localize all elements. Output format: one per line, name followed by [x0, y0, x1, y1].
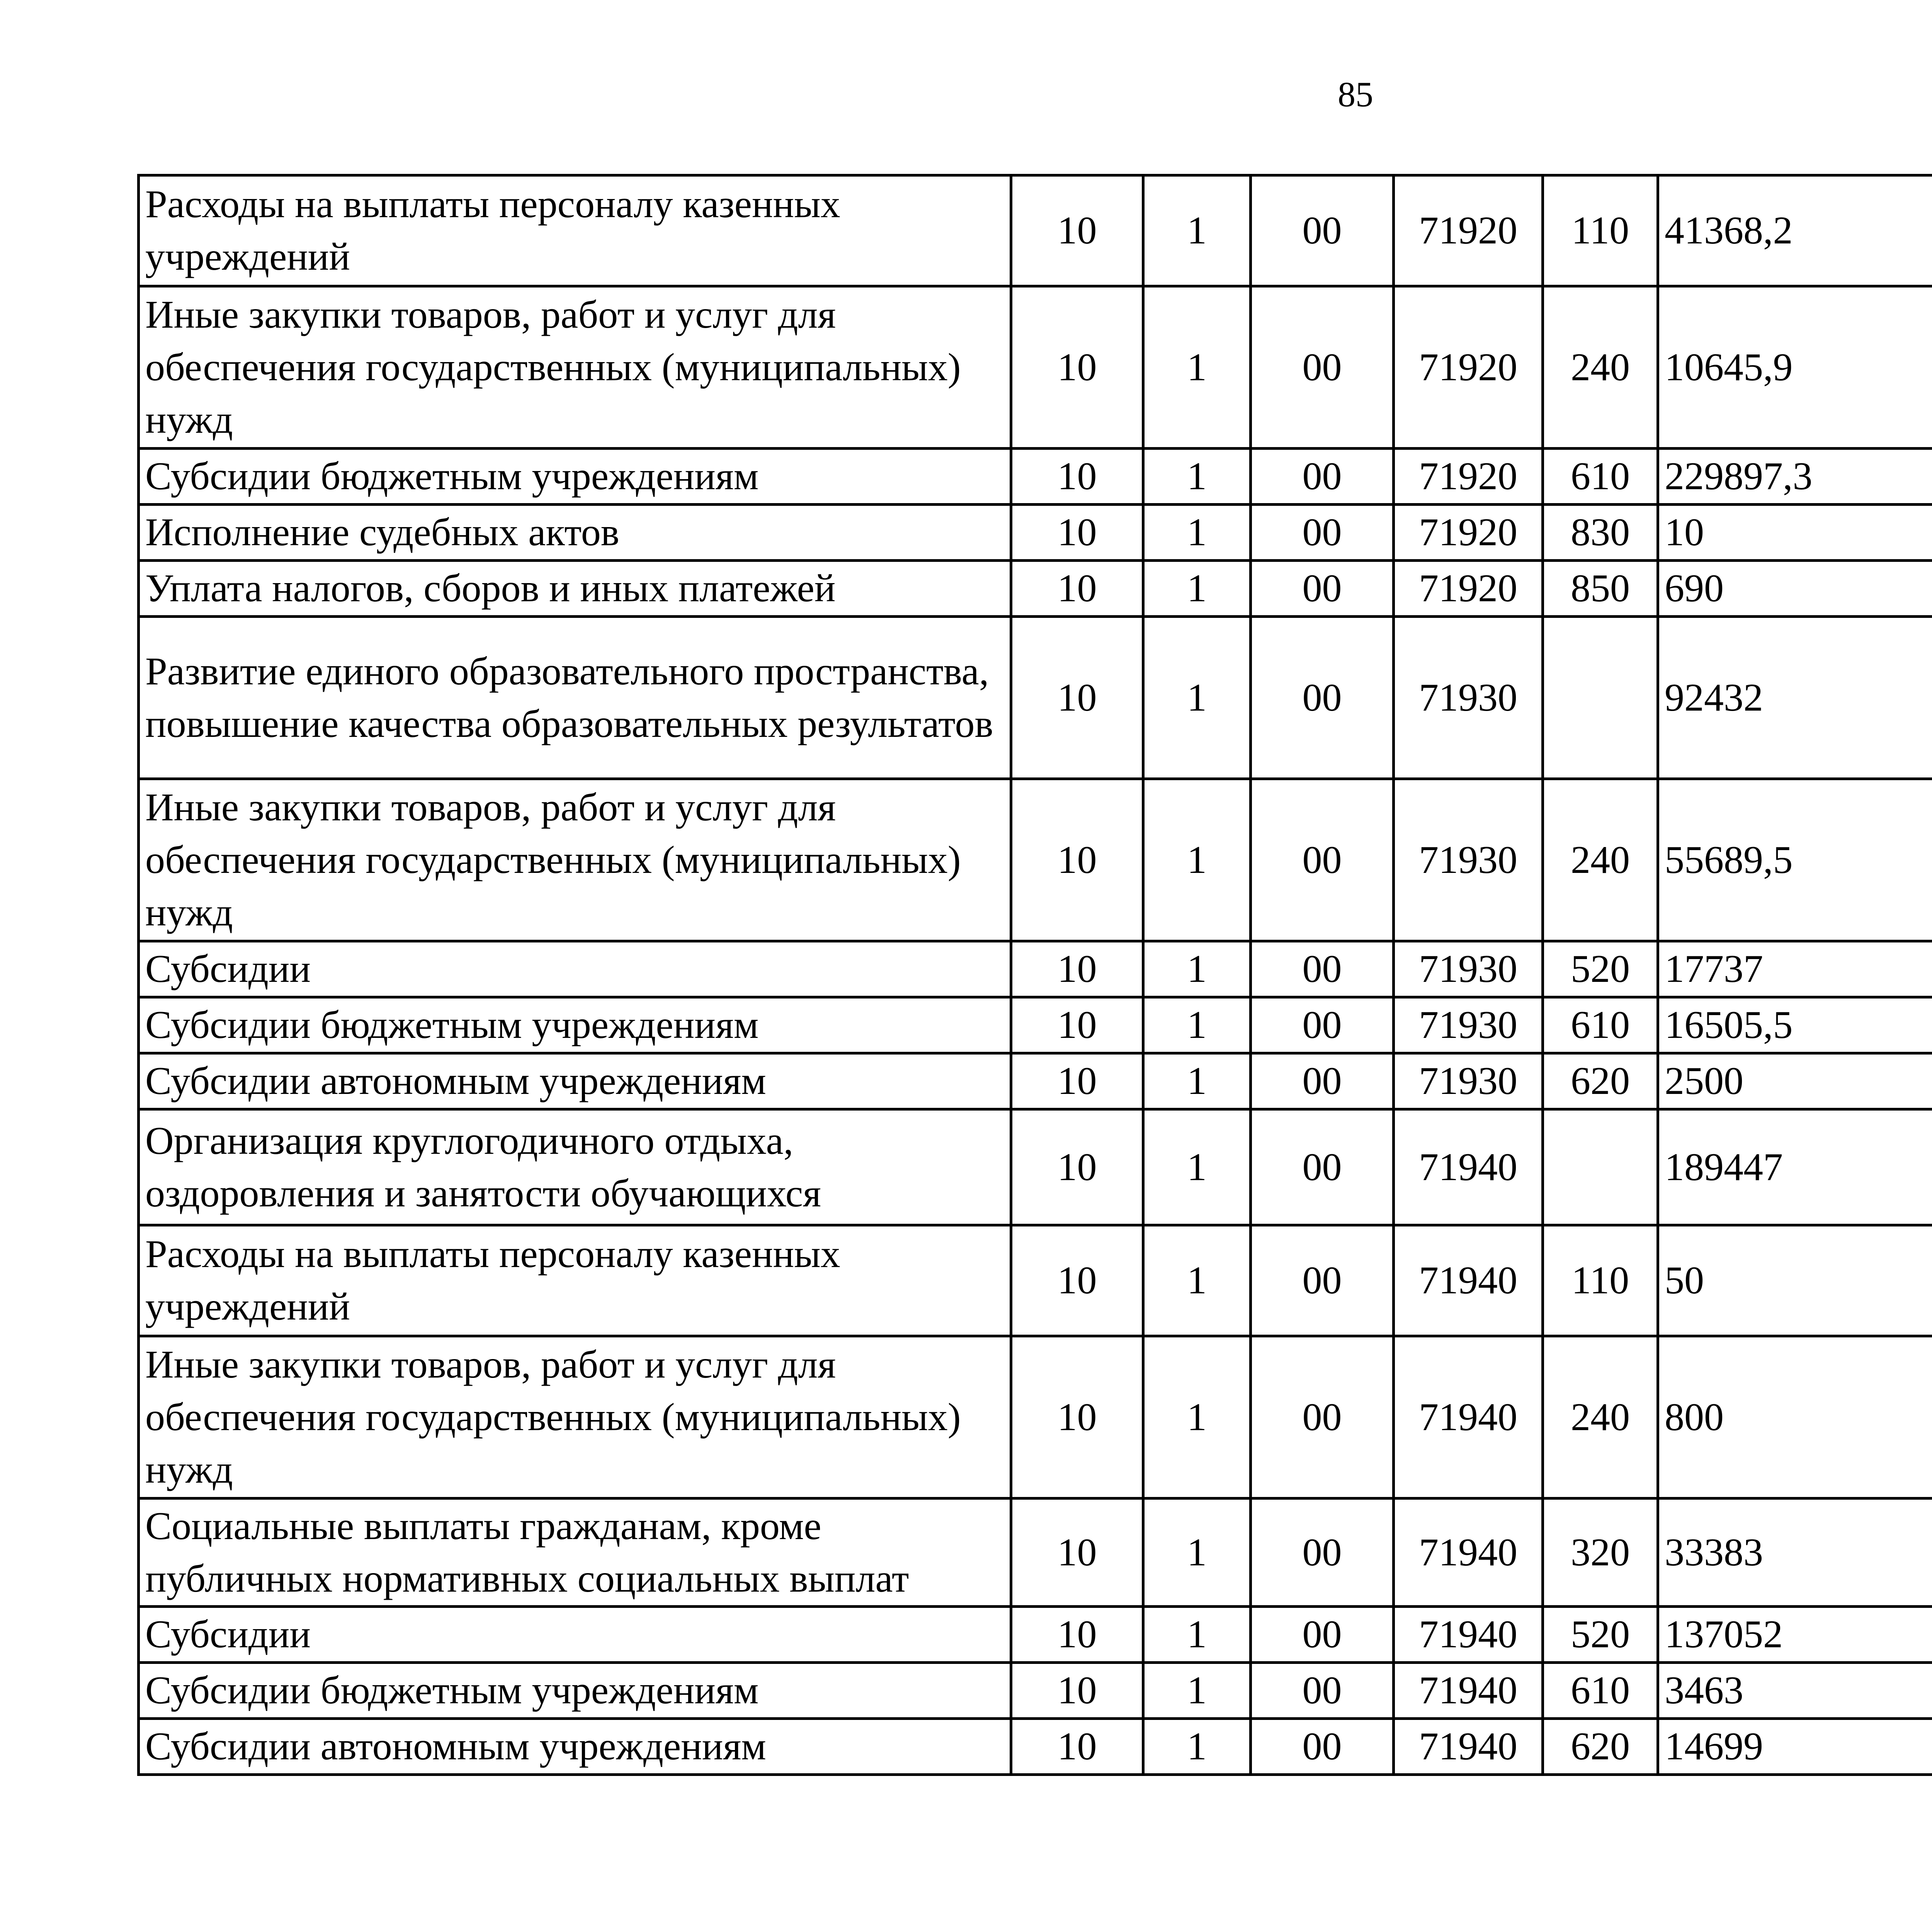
expense-type-code-cell: 620	[1543, 1719, 1658, 1775]
subprogram-code-cell: 00	[1251, 1499, 1394, 1607]
program-code-cell: 1	[1143, 1719, 1251, 1775]
program-code-cell: 1	[1143, 449, 1251, 505]
expense-type-code-cell: 610	[1543, 449, 1658, 505]
subprogram-code-cell: 00	[1251, 286, 1394, 449]
amount-cell-1: 3463	[1658, 1663, 1932, 1719]
program-code-cell: 1	[1143, 286, 1251, 449]
expense-name-cell: Субсидии бюджетным учреждениям	[139, 1663, 1011, 1719]
table-row	[139, 617, 1932, 779]
subprogram-code-cell: 00	[1251, 449, 1394, 505]
expense-type-code-cell: 110	[1543, 175, 1658, 286]
table-row	[139, 779, 1932, 941]
expense-type-code-cell: 830	[1543, 505, 1658, 561]
subprogram-code-cell: 00	[1251, 1109, 1394, 1225]
expense-name-cell: Организация круглогодичного отдыха, оздоровления и занятости обучающихся	[139, 1109, 1011, 1225]
program-code-cell: 1	[1143, 1336, 1251, 1499]
direction-code-cell: 71920	[1394, 175, 1543, 286]
table-row	[139, 1109, 1932, 1225]
subprogram-code-cell: 00	[1251, 1225, 1394, 1336]
direction-code-cell: 71940	[1394, 1109, 1543, 1225]
section-code-cell: 10	[1011, 1336, 1143, 1499]
program-code-cell: 1	[1143, 1053, 1251, 1109]
table-row	[139, 449, 1932, 505]
program-code-cell: 1	[1143, 617, 1251, 779]
expense-type-code-cell: 520	[1543, 941, 1658, 997]
expense-name-cell: Субсидии автономным учреждениям	[139, 1053, 1011, 1109]
amount-cell-1: 17737	[1658, 941, 1932, 997]
direction-code-cell: 71940	[1394, 1336, 1543, 1499]
expense-name-cell: Иные закупки товаров, работ и услуг для обеспечения государственных (муниципальных) нужд	[139, 779, 1011, 941]
direction-code-cell: 71940	[1394, 1719, 1543, 1775]
program-code-cell: 1	[1143, 997, 1251, 1053]
subprogram-code-cell: 00	[1251, 779, 1394, 941]
direction-code-cell: 71930	[1394, 617, 1543, 779]
amount-cell-1: 690	[1658, 561, 1932, 617]
direction-code-cell: 71920	[1394, 505, 1543, 561]
table-row	[139, 1225, 1932, 1336]
table-row	[139, 1499, 1932, 1607]
program-code-cell: 1	[1143, 1109, 1251, 1225]
direction-code-cell: 71930	[1394, 997, 1543, 1053]
section-code-cell: 10	[1011, 779, 1143, 941]
section-code-cell: 10	[1011, 617, 1143, 779]
expense-name-cell: Исполнение судебных актов	[139, 505, 1011, 561]
amount-cell-1: 92432	[1658, 617, 1932, 779]
table-row	[139, 175, 1932, 286]
direction-code-cell: 71920	[1394, 561, 1543, 617]
expense-name-cell: Расходы на выплаты персоналу казенных учреждений	[139, 175, 1011, 286]
table-row	[139, 941, 1932, 997]
expense-name-cell: Субсидии	[139, 941, 1011, 997]
expense-name-cell: Социальные выплаты гражданам, кроме публичных нормативных социальных выплат	[139, 1499, 1011, 1607]
program-code-cell: 1	[1143, 779, 1251, 941]
program-code-cell: 1	[1143, 1607, 1251, 1663]
subprogram-code-cell: 00	[1251, 1719, 1394, 1775]
amount-cell-1: 50	[1658, 1225, 1932, 1336]
amount-cell-1: 41368,2	[1658, 175, 1932, 286]
direction-code-cell: 71930	[1394, 941, 1543, 997]
expense-name-cell: Иные закупки товаров, работ и услуг для обеспечения государственных (муниципальных) нужд	[139, 1336, 1011, 1499]
direction-code-cell: 71930	[1394, 779, 1543, 941]
table-row	[139, 561, 1932, 617]
budget-table	[137, 174, 1932, 1776]
amount-cell-1: 14699	[1658, 1719, 1932, 1775]
amount-cell-1: 16505,5	[1658, 997, 1932, 1053]
subprogram-code-cell: 00	[1251, 997, 1394, 1053]
expense-type-code-cell: 620	[1543, 1053, 1658, 1109]
expense-name-cell: Развитие единого образовательного пространства, повышение качества образовательных результатов	[139, 617, 1011, 779]
section-code-cell: 10	[1011, 997, 1143, 1053]
page-number: 85	[1338, 75, 1373, 114]
subprogram-code-cell: 00	[1251, 1053, 1394, 1109]
table-row	[139, 286, 1932, 449]
direction-code-cell: 71920	[1394, 449, 1543, 505]
expense-type-code-cell	[1543, 1109, 1658, 1225]
table-row	[139, 505, 1932, 561]
amount-cell-1: 137052	[1658, 1607, 1932, 1663]
section-code-cell: 10	[1011, 1225, 1143, 1336]
expense-type-code-cell: 610	[1543, 1663, 1658, 1719]
expense-type-code-cell: 850	[1543, 561, 1658, 617]
expense-type-code-cell	[1543, 617, 1658, 779]
subprogram-code-cell: 00	[1251, 1607, 1394, 1663]
amount-cell-1: 10	[1658, 505, 1932, 561]
expense-type-code-cell: 520	[1543, 1607, 1658, 1663]
expense-type-code-cell: 110	[1543, 1225, 1658, 1336]
amount-cell-1: 800	[1658, 1336, 1932, 1499]
expense-name-cell: Иные закупки товаров, работ и услуг для обеспечения государственных (муниципальных) нужд	[139, 286, 1011, 449]
section-code-cell: 10	[1011, 286, 1143, 449]
section-code-cell: 10	[1011, 175, 1143, 286]
section-code-cell: 10	[1011, 1499, 1143, 1607]
subprogram-code-cell: 00	[1251, 617, 1394, 779]
expense-name-cell: Субсидии	[139, 1607, 1011, 1663]
section-code-cell: 10	[1011, 1109, 1143, 1225]
budget-table-body	[139, 175, 1932, 1775]
amount-cell-1: 189447	[1658, 1109, 1932, 1225]
program-code-cell: 1	[1143, 1663, 1251, 1719]
program-code-cell: 1	[1143, 1499, 1251, 1607]
subprogram-code-cell: 00	[1251, 941, 1394, 997]
direction-code-cell: 71920	[1394, 286, 1543, 449]
table-row	[139, 997, 1932, 1053]
amount-cell-1: 229897,3	[1658, 449, 1932, 505]
section-code-cell: 10	[1011, 1053, 1143, 1109]
subprogram-code-cell: 00	[1251, 175, 1394, 286]
expense-name-cell: Субсидии автономным учреждениям	[139, 1719, 1011, 1775]
program-code-cell: 1	[1143, 941, 1251, 997]
subprogram-code-cell: 00	[1251, 561, 1394, 617]
table-row	[139, 1053, 1932, 1109]
section-code-cell: 10	[1011, 561, 1143, 617]
section-code-cell: 10	[1011, 1719, 1143, 1775]
table-row	[139, 1719, 1932, 1775]
table-row	[139, 1663, 1932, 1719]
section-code-cell: 10	[1011, 505, 1143, 561]
direction-code-cell: 71930	[1394, 1053, 1543, 1109]
section-code-cell: 10	[1011, 449, 1143, 505]
expense-name-cell: Уплата налогов, сборов и иных платежей	[139, 561, 1011, 617]
program-code-cell: 1	[1143, 175, 1251, 286]
direction-code-cell: 71940	[1394, 1607, 1543, 1663]
expense-name-cell: Расходы на выплаты персоналу казенных учреждений	[139, 1225, 1011, 1336]
amount-cell-1: 10645,9	[1658, 286, 1932, 449]
amount-cell-1: 55689,5	[1658, 779, 1932, 941]
program-code-cell: 1	[1143, 1225, 1251, 1336]
expense-type-code-cell: 240	[1543, 286, 1658, 449]
section-code-cell: 10	[1011, 941, 1143, 997]
subprogram-code-cell: 00	[1251, 505, 1394, 561]
expense-type-code-cell: 320	[1543, 1499, 1658, 1607]
table-row	[139, 1336, 1932, 1499]
expense-type-code-cell: 240	[1543, 779, 1658, 941]
section-code-cell: 10	[1011, 1663, 1143, 1719]
expense-type-code-cell: 610	[1543, 997, 1658, 1053]
table-row	[139, 1607, 1932, 1663]
subprogram-code-cell: 00	[1251, 1663, 1394, 1719]
expense-type-code-cell: 240	[1543, 1336, 1658, 1499]
subprogram-code-cell: 00	[1251, 1336, 1394, 1499]
direction-code-cell: 71940	[1394, 1499, 1543, 1607]
expense-name-cell: Субсидии бюджетным учреждениям	[139, 997, 1011, 1053]
section-code-cell: 10	[1011, 1607, 1143, 1663]
expense-name-cell: Субсидии бюджетным учреждениям	[139, 449, 1011, 505]
amount-cell-1: 33383	[1658, 1499, 1932, 1607]
program-code-cell: 1	[1143, 561, 1251, 617]
program-code-cell: 1	[1143, 505, 1251, 561]
direction-code-cell: 71940	[1394, 1663, 1543, 1719]
direction-code-cell: 71940	[1394, 1225, 1543, 1336]
amount-cell-1: 2500	[1658, 1053, 1932, 1109]
